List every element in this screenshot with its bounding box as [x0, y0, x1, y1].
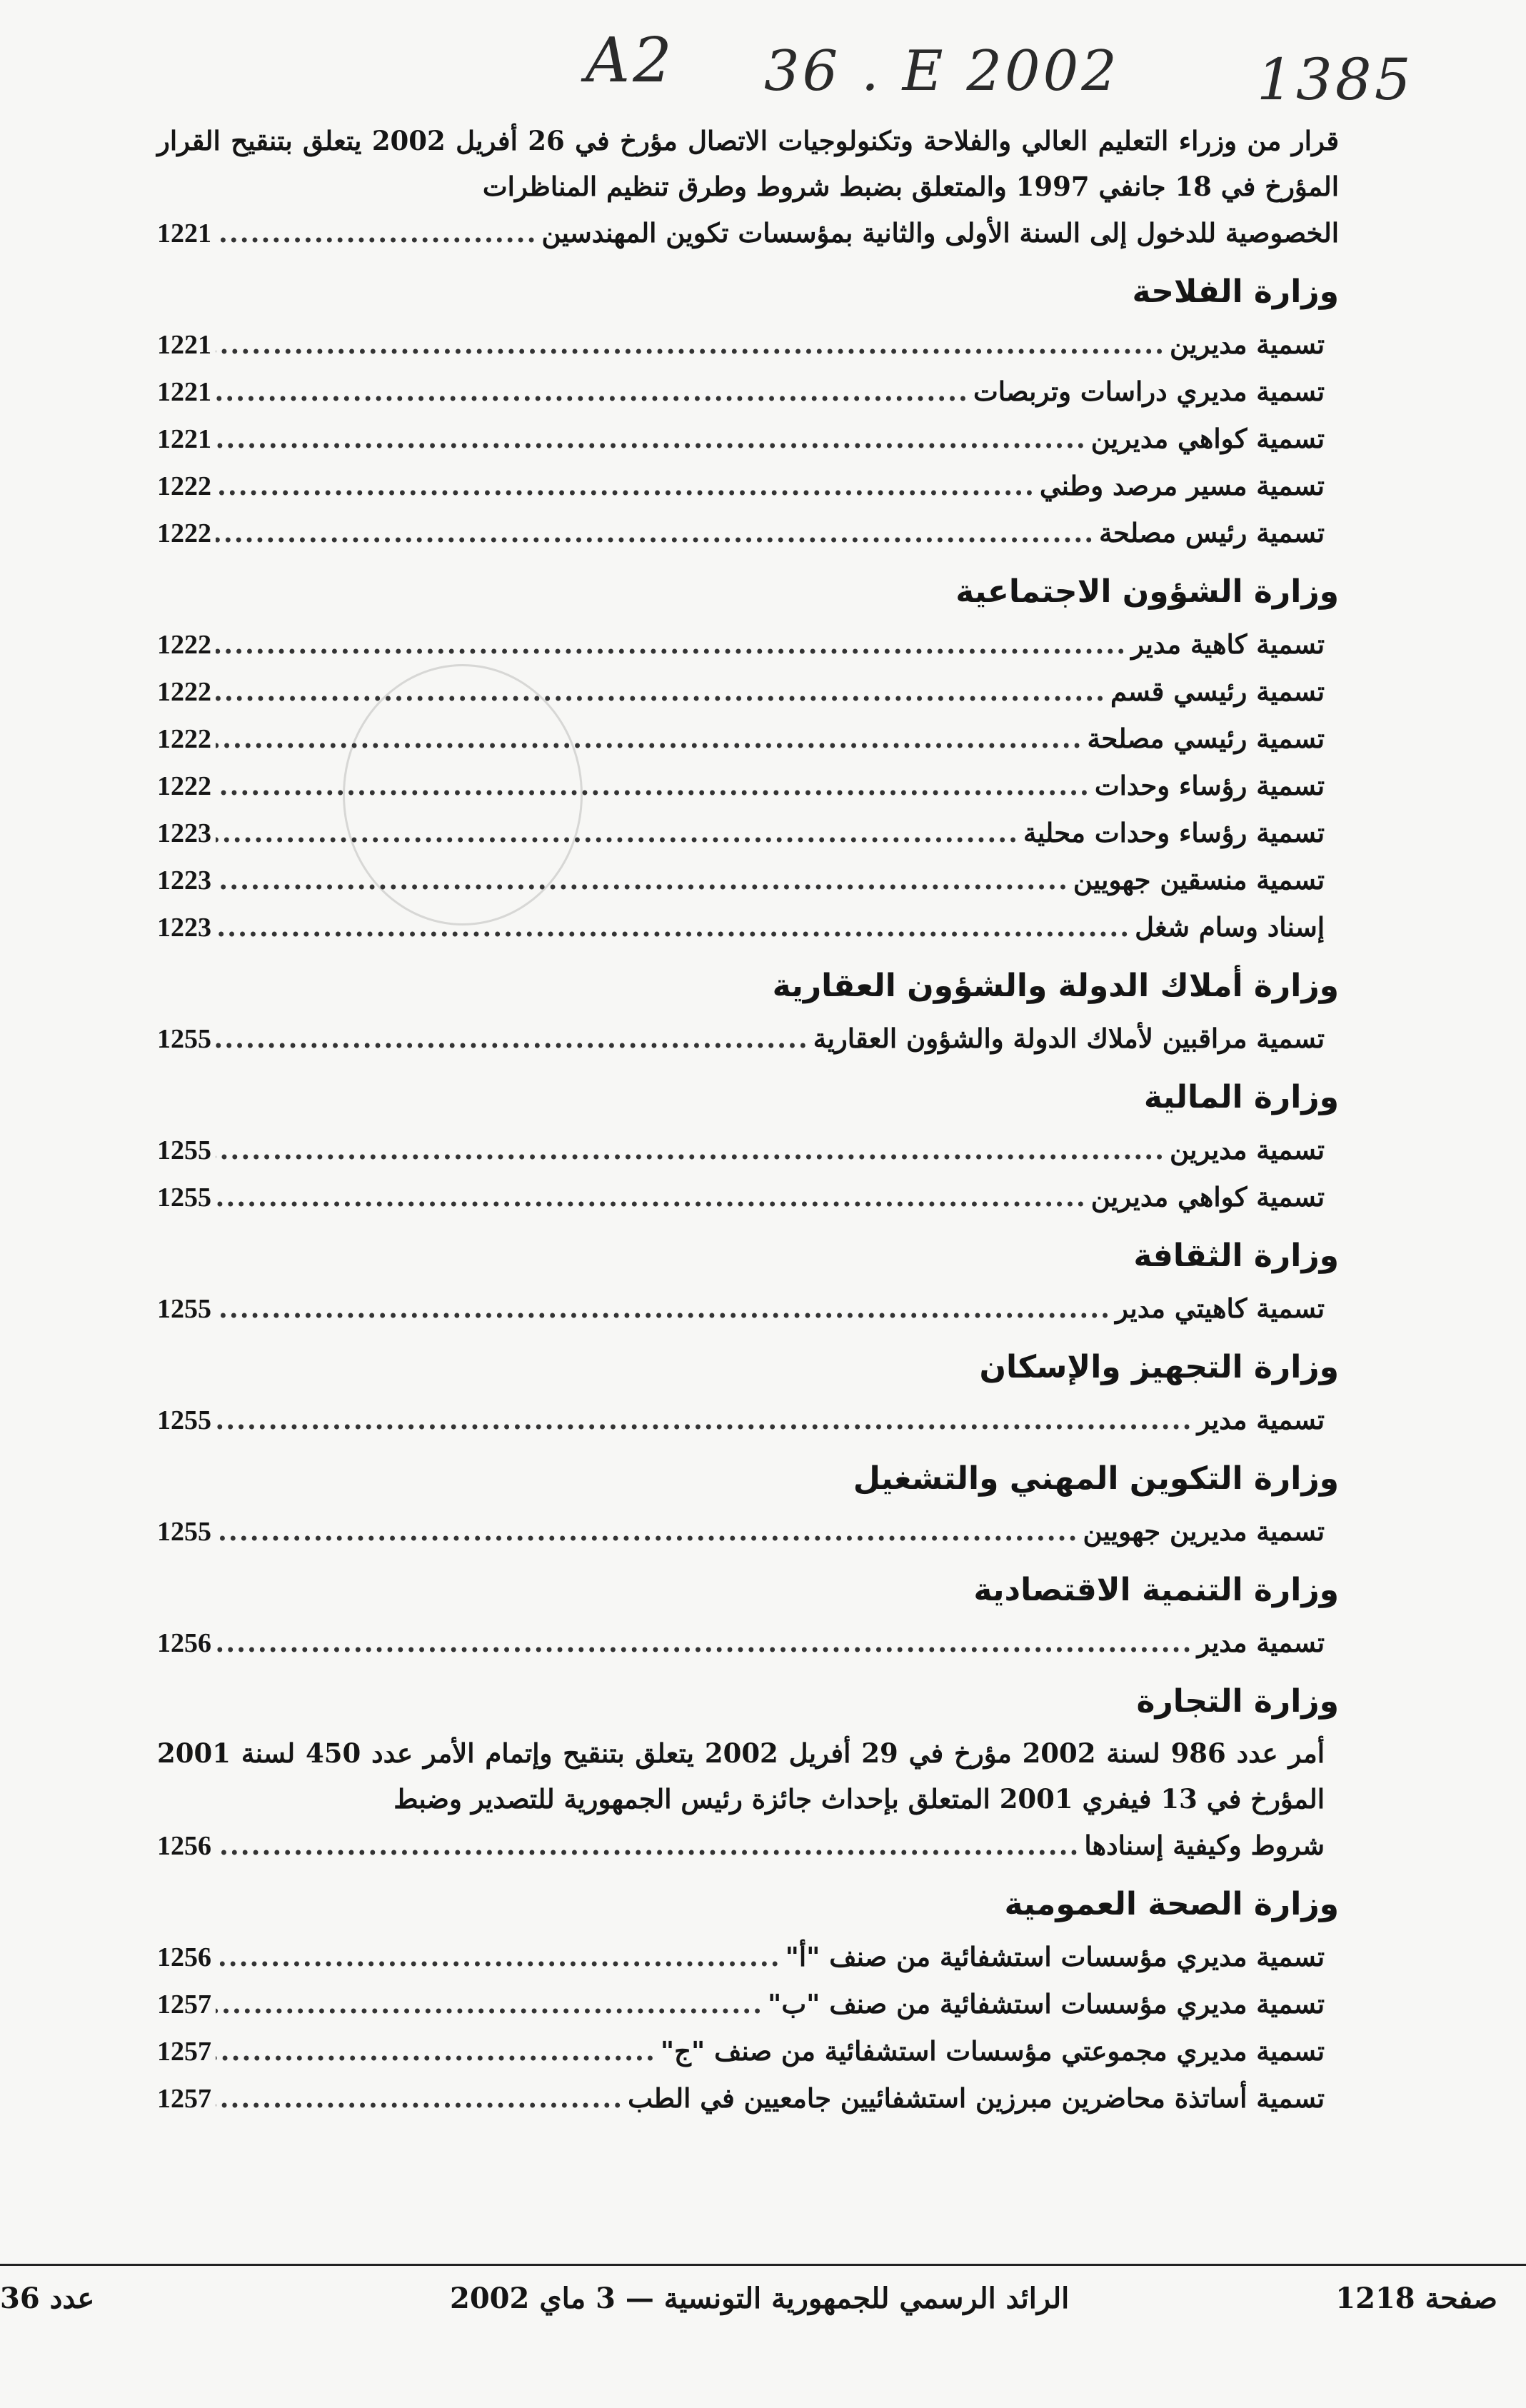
dot-leader	[216, 1126, 1165, 1173]
page-number: 1223	[157, 818, 211, 848]
page-number: 1256	[157, 1831, 211, 1861]
toc-entry	[157, 462, 1339, 509]
toc-entry	[157, 809, 1339, 856]
dot-leader	[216, 1619, 1193, 1666]
entry-title: تسمية مديري مجموعتي مؤسسات استشفائية من صنف "ج"	[660, 2035, 1325, 2067]
entry-title: تسمية رئيسي مصلحة	[1087, 723, 1325, 754]
ministry-section	[157, 256, 1339, 556]
dot-leader	[216, 1285, 1111, 1332]
entry-title: تسمية مدير	[1197, 1404, 1325, 1435]
page-number: 1256	[157, 1942, 211, 1972]
entry-title: تسمية مديرين	[1170, 328, 1325, 360]
dot-leader	[216, 903, 1130, 950]
dot-leader	[216, 1015, 809, 1062]
ministry-section	[157, 556, 1339, 950]
page-number: 1255	[157, 1517, 211, 1547]
entry-title: تسمية مديري دراسات وتربصات	[973, 376, 1325, 407]
ministry-heading: وزارة التجارة	[1136, 1683, 1339, 1720]
entry-title: تسمية منسقين جهويين	[1073, 864, 1325, 896]
dot-leader	[216, 1933, 781, 1980]
ministry-section	[157, 1555, 1339, 1666]
page-number: 1257	[157, 2037, 211, 2067]
entry-title: تسمية رؤساء وحدات محلية	[1023, 817, 1325, 848]
entry-title: تسمية رئيس مصلحة	[1099, 517, 1325, 548]
dot-leader	[216, 1507, 1078, 1555]
page-number: 1257	[157, 2084, 211, 2114]
handwritten-annotation	[0, 18, 1526, 125]
dot-leader	[216, 2027, 656, 2075]
ministry-sections	[157, 256, 1339, 1666]
page-number: 1222	[157, 471, 211, 501]
ministry-heading: وزارة التكوين المهني والتشغيل	[853, 1460, 1339, 1497]
page-number: 1255	[157, 1135, 211, 1165]
commerce-last-text: شروط وكيفية إسنادها	[1084, 1830, 1325, 1861]
entry-title: تسمية أساتذة محاضرين مبرزين استشفائيين جامعيين في الطب	[628, 2082, 1325, 2114]
dot-leader	[216, 1980, 763, 2027]
intro-last-line	[157, 209, 1339, 256]
entry-title: تسمية مديرين	[1170, 1134, 1325, 1165]
intro-text: قرار من وزراء التعليم العالي والفلاحة وتكنولوجيات الاتصال مؤرخ في 26 أفريل 2002 يتعلق بتنقيح القرار المؤرخ في 18 جانفي 1997 والمتعلق بضبط شروط وطرق تنظيم المناظرات	[157, 125, 1340, 202]
page-number: 1221	[157, 219, 211, 249]
entry-title: تسمية رئيسي قسم	[1110, 676, 1325, 707]
page-number: 1222	[157, 724, 211, 754]
toc-entry	[157, 856, 1339, 903]
toc-entry	[157, 1126, 1339, 1173]
dot-leader	[216, 1173, 1087, 1220]
ministry-section	[157, 1062, 1339, 1220]
toc-entry	[157, 509, 1339, 556]
toc-entry	[157, 762, 1339, 809]
dot-leader	[216, 368, 969, 415]
entry-title: تسمية مديري مؤسسات استشفائية من صنف "أ"	[785, 1941, 1325, 1972]
dot-leader	[216, 462, 1035, 509]
dot-leader	[216, 509, 1095, 556]
ministry-heading: وزارة الشؤون الاجتماعية	[955, 573, 1339, 610]
intro-last-text: الخصوصية للدخول إلى السنة الأولى والثانية بمؤسسات تكوين المهندسين	[541, 217, 1339, 249]
page-number: 1222	[157, 518, 211, 548]
toc-entry	[157, 1933, 1339, 1980]
page-number: 1221	[157, 377, 211, 407]
ministry-heading: وزارة التنمية الاقتصادية	[973, 1572, 1339, 1608]
page-number: 1221	[157, 330, 211, 360]
page-number: 1222	[157, 630, 211, 660]
footer-page-label: صفحة 1218	[1335, 2282, 1497, 2315]
page-number: 1221	[157, 424, 211, 454]
dot-leader	[216, 415, 1087, 462]
ministry-section	[157, 1220, 1339, 1332]
ministry-heading: وزارة المالية	[1143, 1079, 1339, 1115]
ministry-section	[157, 1332, 1339, 1443]
page-number: 1223	[157, 913, 211, 943]
page-footer	[0, 2282, 1526, 2332]
dot-leader	[216, 1396, 1193, 1443]
entry-title: تسمية كواهي مديرين	[1090, 423, 1325, 454]
page-number: 1255	[157, 1183, 211, 1213]
toc-entry	[157, 621, 1339, 668]
entry-title: تسمية مراقبين لأملاك الدولة والشؤون العقارية	[813, 1023, 1325, 1054]
page-number: 1223	[157, 866, 211, 896]
ministry-section	[157, 1443, 1339, 1555]
footer-issue: عدد 36	[0, 2282, 95, 2315]
page-number: 1256	[157, 1628, 211, 1658]
dot-leader	[216, 856, 1069, 903]
health-section	[157, 1869, 1339, 2122]
footer-journal-title: الرائد الرسمي للجمهورية التونسية — 3 ماي 2002	[450, 2282, 1070, 2315]
entry-title: تسمية كاهيتي مدير	[1115, 1293, 1325, 1324]
ministry-heading: وزارة أملاك الدولة والشؤون العقارية	[772, 968, 1339, 1004]
toc-entry	[157, 1285, 1339, 1332]
toc-entry	[157, 415, 1339, 462]
table-of-contents	[157, 118, 1339, 2122]
toc-entry	[157, 2075, 1339, 2122]
page-number: 1255	[157, 1024, 211, 1054]
commerce-text: أمر عدد 986 لسنة 2002 مؤرخ في 29 أفريل 2002 يتعلق بتنقيح وإتمام الأمر عدد 450 لسنة 2001 المؤرخ في 13 فيفري 2001 المتعلق بإحداث جائزة رئيس الجمهورية للتصدير وضبط	[157, 1737, 1325, 1815]
toc-entry	[157, 903, 1339, 950]
dot-leader	[216, 668, 1106, 715]
health-items	[157, 1933, 1339, 2122]
toc-entry	[157, 321, 1339, 368]
toc-entry	[157, 668, 1339, 715]
toc-entry	[157, 1173, 1339, 1220]
dot-leader	[216, 809, 1019, 856]
toc-entry	[157, 1015, 1339, 1062]
commerce-decree	[157, 1730, 1339, 1869]
entry-title: تسمية كواهي مديرين	[1090, 1181, 1325, 1213]
entry-title: تسمية مديري مؤسسات استشفائية من صنف "ب"	[768, 1988, 1325, 2020]
toc-entry	[157, 1619, 1339, 1666]
intro-decree	[157, 118, 1339, 256]
dot-leader	[216, 209, 537, 256]
dot-leader	[216, 715, 1083, 762]
commerce-last-line	[157, 1822, 1325, 1869]
page-number: 1222	[157, 771, 211, 801]
entry-title: تسمية مديرين جهويين	[1083, 1515, 1325, 1547]
toc-entry	[157, 715, 1339, 762]
ministry-heading: وزارة التجهيز والإسكان	[979, 1349, 1339, 1385]
entry-title: تسمية كاهية مدير	[1131, 628, 1325, 660]
page-number: 1222	[157, 677, 211, 707]
entry-title: تسمية مدير	[1197, 1627, 1325, 1658]
ministry-heading: وزارة الثقافة	[1133, 1238, 1339, 1274]
dot-leader	[216, 621, 1127, 668]
entry-title: تسمية مسير مرصد وطني	[1039, 470, 1325, 501]
footer-rule	[0, 2264, 1526, 2266]
dot-leader	[216, 1822, 1080, 1869]
dot-leader	[216, 321, 1165, 368]
toc-entry	[157, 368, 1339, 415]
dot-leader	[216, 2075, 623, 2122]
commerce-section	[157, 1666, 1339, 1869]
ministry-section	[157, 950, 1339, 1062]
handwritten-series: 36 . E 2002	[764, 39, 1120, 104]
page-number: 1255	[157, 1405, 211, 1435]
toc-entry	[157, 1507, 1339, 1555]
page-number: 1257	[157, 1990, 211, 2020]
entry-title: تسمية رؤساء وحدات	[1094, 770, 1325, 801]
toc-entry	[157, 2027, 1339, 2075]
ministry-heading: وزارة الصحة العمومية	[1004, 1886, 1339, 1922]
dot-leader	[216, 762, 1090, 809]
handwritten-number: 1385	[1257, 46, 1414, 113]
ministry-heading: وزارة الفلاحة	[1132, 274, 1339, 310]
page-number: 1255	[157, 1294, 211, 1324]
toc-entry	[157, 1980, 1339, 2027]
entry-title: إسناد وسام شغل	[1135, 911, 1325, 943]
handwritten-ref: A2	[586, 25, 675, 96]
toc-entry	[157, 1396, 1339, 1443]
